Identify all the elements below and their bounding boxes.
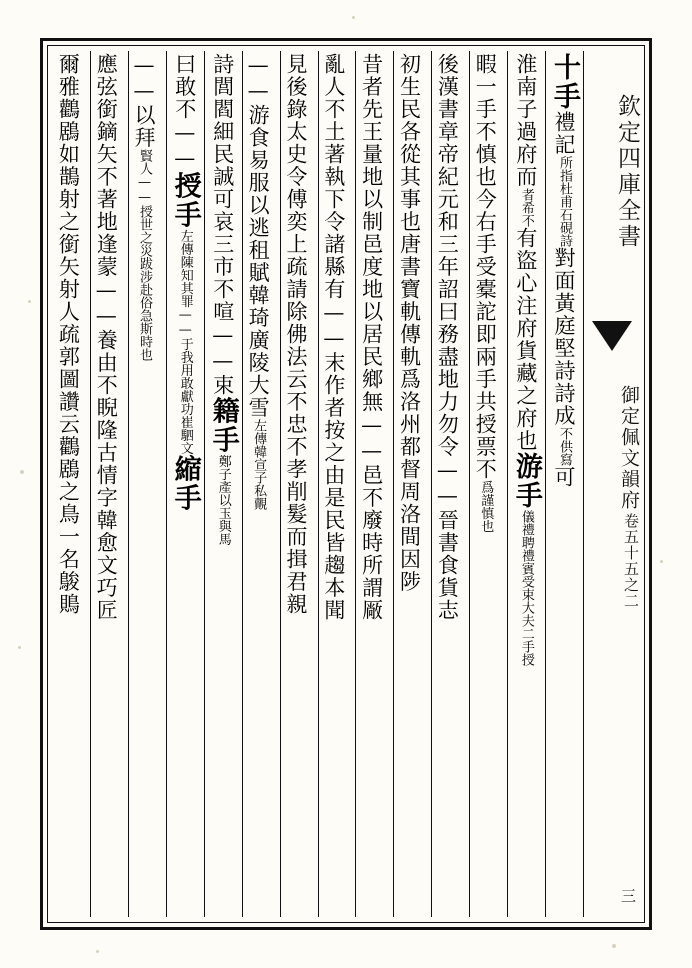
text-column [469, 51, 507, 917]
text-column [242, 51, 280, 917]
column-text: 應弦銜鏑矢不著地逢蒙——養由不睨隆古情字韓愈文巧匠 [94, 53, 119, 622]
column-annotation: 鄭子產以玉與馬 [215, 454, 231, 546]
paper-speck [660, 560, 663, 563]
fish-tail-ornament [590, 319, 634, 353]
column-annotation: 左傳韓宣子私覿 [251, 419, 267, 510]
text-column [204, 51, 242, 917]
column-text: 可 [552, 466, 576, 489]
headword-entry: 游手 [510, 452, 542, 510]
paper-speck [20, 470, 24, 474]
column-annotation: 所指杜甫石硯詩 [557, 156, 572, 247]
text-column [355, 51, 393, 917]
work-title: 御定佩文韻府 [618, 385, 640, 511]
column-text: 後漢書章帝紀元和三年詔曰務盡地力勿令——晉書食貨志 [435, 53, 460, 622]
page-border-frame [40, 38, 652, 930]
text-column [128, 51, 166, 917]
column-text: 曰敢不—— [172, 53, 197, 172]
edition-banner-column [583, 51, 639, 917]
column-text: 詩閭閻細民誠可哀三市不喧——束 [210, 53, 235, 397]
text-column [53, 51, 90, 917]
text-column [431, 51, 469, 917]
text-column [166, 51, 204, 917]
column-text: 初生民各從其事也唐書寶軌傳軌爲洛州都督周洛間因陟 [397, 53, 422, 593]
paper-speck [18, 646, 21, 649]
headword-entry: 授手 [169, 171, 201, 230]
headword-entry: 十手 [549, 53, 580, 111]
edition-banner-title: 欽定四庫全書 [614, 94, 640, 250]
text-columns [53, 51, 639, 917]
headword-entry: 縮手 [169, 454, 201, 513]
column-text: 爾雅鸛鶋如鵲射之銜矢射人疏郭圖讚云鸛鶋之鳥一名鵔鵙 [56, 53, 81, 616]
paper-speck [96, 950, 99, 953]
column-text: 暇一手不慎也今右手受橐詑即兩手共授票不 [473, 53, 498, 481]
text-column [545, 51, 583, 917]
column-text: 有盜心注府貨藏之府也 [513, 227, 538, 452]
text-column [90, 51, 128, 917]
text-column [393, 51, 431, 917]
column-text: 亂人不土著執下令諸縣有——末作者按之由是民皆趨本聞 [321, 53, 346, 622]
text-column [318, 51, 356, 917]
headword-entry: 籍手 [207, 396, 239, 455]
column-text: 對面黃庭堅詩詩成 [552, 247, 576, 427]
column-annotation: 儀禮聘禮賓受束大夫二手授 [518, 510, 534, 666]
column-text: 昔者先王量地以制邑度地以居民鄉無——邑不廢時所謂厰 [359, 53, 384, 622]
column-annotation: 左傳陳知其罪——于我用敢獻功崔駟文 [177, 229, 193, 455]
column-annotation: 不供寫 [557, 427, 572, 466]
text-column [280, 51, 318, 917]
column-annotation: 者希不 [518, 188, 534, 227]
column-text: 見後錄太史令傅奕上疏請除佛法云不忠不孝削髮而揖君親 [283, 53, 308, 616]
column-text: 淮南子過府而 [513, 53, 538, 188]
column-text: ——以拜 [132, 53, 157, 149]
volume-label: 卷五十五之二 [622, 513, 640, 609]
column-text: 禮記 [552, 111, 576, 156]
column-annotation: 爲謹慎也 [478, 480, 494, 533]
page-number: 三 [619, 888, 637, 903]
paper-speck [28, 300, 31, 303]
paper-speck [612, 944, 616, 948]
text-column [507, 51, 545, 917]
column-annotation: 賢人——授世之災跋涉赴俗急斯時也 [137, 149, 153, 361]
paper-speck [352, 16, 355, 19]
column-text: ——游食易服以逃租賦韓琦廣陵大雪 [246, 53, 271, 419]
